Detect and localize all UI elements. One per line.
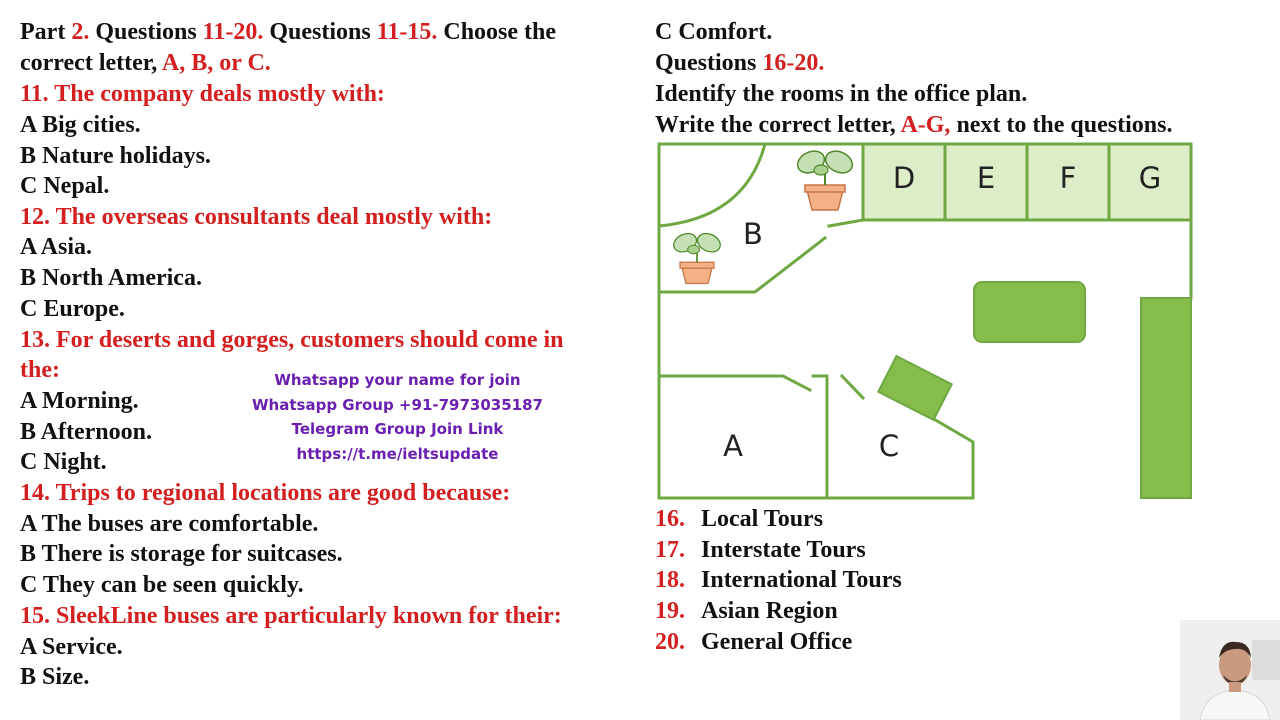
question-13-line-2: the: [20,357,60,383]
option-14b: B There is storage for suitcases. [20,541,343,567]
option-13b: B Afternoon. [20,419,152,445]
option-15b: B Size. [20,664,90,690]
office-plan [655,140,1200,505]
instruction-line-2: Write the correct letter, A-G, next to the questions. [655,112,1173,138]
option-14c: C They can be seen quickly. [20,572,304,598]
counter-furniture [1141,298,1191,498]
table-furniture [974,282,1085,342]
room-label-f: F [1059,161,1077,195]
option-12c: C Europe. [20,296,125,322]
avatar [1180,620,1280,720]
question-17: 17. Interstate Tours [655,537,866,563]
room-label-g: G [1138,161,1162,195]
option-13a: A Morning. [20,388,139,414]
questions-16-20-heading: Questions 16-20. [655,50,825,76]
presenter-video [1180,620,1280,720]
heading-line-2: correct letter, A, B, or C. [20,50,271,76]
room-label-b: B [743,217,763,251]
question-15: 15. SleekLine buses are particularly known for their: [20,603,562,629]
room-label-d: D [892,161,916,195]
promo-line-join: Whatsapp your name for join [274,371,521,389]
option-13c: C Night. [20,449,107,475]
question-20: 20. General Office [655,629,853,655]
option-14a: A The buses are comfortable. [20,511,319,537]
promo-box [245,368,550,466]
promo-line-whatsapp[interactable]: Whatsapp Group +91-7973035187 [252,395,543,414]
option-12b: B North America. [20,265,202,291]
desk-furniture [878,356,951,420]
question-12: 12. The overseas consultants deal mostly with: [20,204,493,230]
option-11b: B Nature holidays. [20,143,211,169]
option-12a: A Asia. [20,234,93,260]
plant-icon [671,230,724,284]
promo-link-telegram[interactable]: https://t.me/ieltsupdate [296,444,499,463]
room-label-a: A [723,429,743,463]
question-14: 14. Trips to regional locations are good because: [20,480,511,506]
plant-icon [794,147,856,210]
question-13-line-1: 13. For deserts and gorges, customers should come in [20,327,564,353]
promo-line-telegram: Telegram Group Join Link [291,420,504,438]
question-18: 18. International Tours [655,567,902,593]
question-16: 16. Local Tours [655,506,824,532]
question-11: 11. The company deals mostly with: [20,81,385,107]
option-11c: C Nepal. [20,173,110,199]
option-11a: A Big cities. [20,112,141,138]
question-19: 19. Asian Region [655,598,838,624]
heading-line-1: Part 2. Questions 11-20. Questions 11-15. Choose the [20,19,557,45]
room-label-e: E [976,161,996,195]
instruction-line-1: Identify the rooms in the office plan. [655,81,1028,107]
option-15c: C Comfort. [655,19,773,45]
room-label-c: C [878,429,900,463]
option-15a: A Service. [20,634,123,660]
